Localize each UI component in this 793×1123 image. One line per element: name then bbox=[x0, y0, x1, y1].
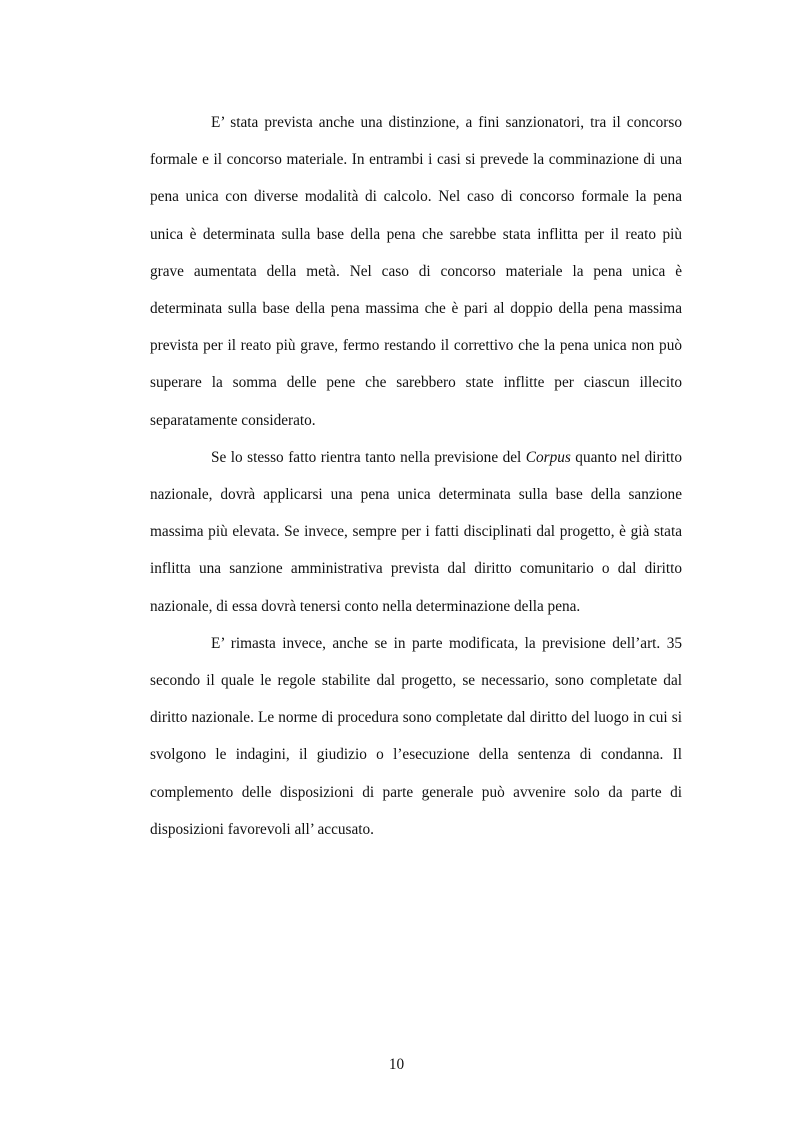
page-number: 10 bbox=[388, 1056, 405, 1073]
paragraph-corpus-end: quanto nel diritto nazionale, dovrà applicarsi una pena unica determinata sulla base della sanzione massima più elevata. Se invece, sempre per i fatti disciplinati dal progetto, è già stata inflitta una sanzione amministrativa prevista dal diritto comunitario o dal diritto nazionale, di essa dovrà tenersi conto nella determinazione della pena. bbox=[150, 448, 682, 615]
paragraph-corpus-start: Se lo stesso fatto rientra tanto nella previsione del bbox=[211, 448, 526, 466]
paragraph-art-35: E’ rimasta invece, anche se in parte modificata, la previsione dell’art. 35 secondo il quale le regole stabilite dal progetto, se necessario, sono completate dal diritto nazionale. Le norme di procedura sono completate dal diritto del luogo in cui si svolgono le indagini, il giudizio o l’esecuzione della sentenza di condanna. Il complemento delle disposizioni di parte generale può avvenire solo da parte di disposizioni favorevoli all’ accusato. bbox=[150, 634, 682, 838]
corpus-term: Corpus bbox=[525, 448, 571, 466]
paragraph-corpus bbox=[150, 439, 682, 625]
paragraph-concorso: E’ stata prevista anche una distinzione, a fini sanzionatori, tra il concorso formale e il concorso materiale. In entrambi i casi si prevede la comminazione di una pena unica con diverse modalità di calcolo. Nel caso di concorso formale la pena unica è determinata sulla base della pena che sarebbe stata inflitta per il reato più grave aumentata della metà. Nel caso di concorso materiale la pena unica è determinata sulla base della pena massima che è pari al doppio della pena massima prevista per il reato più grave, fermo restando il correttivo che la pena unica non può superare la somma delle pene che sarebbero state inflitte per ciascun illecito separatamente considerato. bbox=[150, 114, 682, 429]
body-text bbox=[150, 104, 682, 848]
